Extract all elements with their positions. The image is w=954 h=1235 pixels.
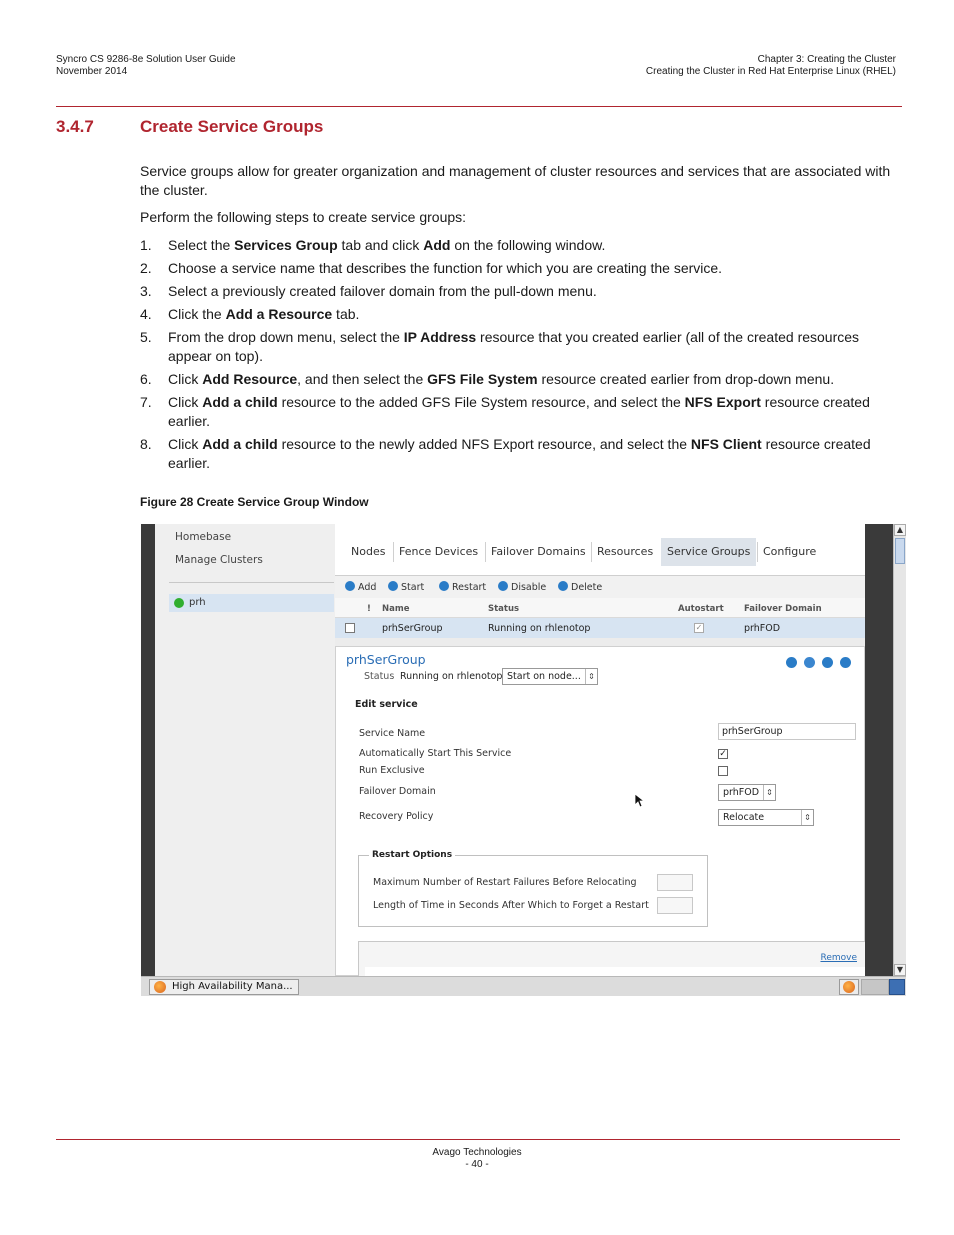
restart-icon <box>439 581 449 591</box>
recovery-policy-select[interactable] <box>718 809 814 826</box>
table-row[interactable] <box>335 618 865 638</box>
step-number: 4. <box>140 306 152 322</box>
col-name[interactable]: Name <box>382 604 410 614</box>
step-text: Click <box>168 436 203 452</box>
header-rule <box>56 106 902 107</box>
start-icon <box>388 581 398 591</box>
step-7 <box>140 393 900 431</box>
disable-icon <box>498 581 508 591</box>
taskbar-window-button[interactable] <box>149 979 299 995</box>
scroll-up-icon[interactable]: ▲ <box>894 524 906 536</box>
auto-start-label: Automatically Start This Service <box>359 748 512 759</box>
step-text: Select a previously created failover domain from the pull-down menu. <box>168 283 597 299</box>
failover-domain-select[interactable] <box>718 784 776 801</box>
step-text: Click <box>168 394 203 410</box>
add-icon <box>345 581 355 591</box>
page-number: - 40 - <box>465 1159 489 1170</box>
disable-button[interactable] <box>498 581 546 593</box>
status-online-icon <box>174 598 184 608</box>
child-resource-box <box>358 941 866 981</box>
header-right <box>646 54 896 78</box>
right-frame-bar <box>865 524 893 976</box>
scroll-down-icon[interactable]: ▼ <box>894 964 906 976</box>
sidebar-divider <box>169 582 334 583</box>
restart-options-legend: Restart Options <box>369 850 455 860</box>
service-panel <box>335 646 865 976</box>
step-6 <box>140 370 900 389</box>
stop-service-icon[interactable] <box>822 657 833 668</box>
toolbar <box>335 576 865 598</box>
sidebar <box>155 524 335 976</box>
step-bold: Add <box>423 237 451 253</box>
section-number: 3.4.7 <box>56 117 94 136</box>
footer-company: Avago Technologies <box>432 1147 522 1158</box>
step-bold: Add a Resource <box>225 306 333 322</box>
restart-service-icon[interactable] <box>804 657 815 668</box>
row-status: Running on rhlenotop <box>488 623 591 634</box>
start-on-node-select[interactable] <box>502 668 598 685</box>
sidebar-manage-clusters[interactable]: Manage Clusters <box>175 554 263 566</box>
select-arrow-icon: ⇕ <box>763 785 775 800</box>
col-failover-domain[interactable]: Failover Domain <box>744 604 822 614</box>
step-3 <box>140 282 900 301</box>
delete-icon <box>558 581 568 591</box>
taskbar <box>141 976 906 996</box>
step-text: , and then select the <box>297 371 428 387</box>
vertical-scrollbar[interactable] <box>893 524 906 976</box>
step-2 <box>140 259 900 278</box>
tab-resources[interactable]: Resources <box>591 538 659 566</box>
figure-screenshot <box>141 524 906 996</box>
intro-paragraph: Service groups allow for greater organization and management of cluster resources and services that are associated with the cluster. <box>140 163 891 198</box>
col-autostart[interactable]: Autostart <box>678 604 724 614</box>
footer-rule <box>56 1139 900 1140</box>
length-time-input[interactable] <box>657 897 693 914</box>
step-number: 5. <box>140 329 152 345</box>
max-restart-label: Maximum Number of Restart Failures Before Relocating <box>373 877 637 888</box>
auto-start-checkbox[interactable]: ✓ <box>719 749 727 759</box>
row-select-checkbox[interactable] <box>345 623 355 633</box>
step-number: 7. <box>140 394 152 410</box>
delete-button[interactable] <box>558 581 602 593</box>
status-label: Status <box>364 671 395 682</box>
tab-configure[interactable]: Configure <box>757 538 822 566</box>
service-name-label: Service Name <box>359 728 426 739</box>
step-text: on the following window. <box>450 237 606 253</box>
step-bold: NFS Export <box>684 394 761 410</box>
step-bold: GFS File System <box>427 371 538 387</box>
tab-fence-devices[interactable]: Fence Devices <box>393 538 484 566</box>
col-flag: ! <box>367 604 371 614</box>
chapter-title: Chapter 3: Creating the Cluster <box>757 54 896 65</box>
tab-bar <box>335 524 865 576</box>
row-name: prhSerGroup <box>382 623 443 634</box>
status-value: Running on rhlenotop <box>400 671 503 682</box>
main-content <box>335 524 865 976</box>
doc-title: Syncro CS 9286-8e Solution User Guide <box>56 54 236 65</box>
firefox-icon <box>154 981 166 993</box>
row-failover-domain: prhFOD <box>744 623 781 634</box>
tray-firefox-button[interactable] <box>839 979 859 995</box>
step-bold: Add a child <box>202 436 278 452</box>
step-text: Click <box>168 371 203 387</box>
remove-link[interactable]: Remove <box>820 953 857 963</box>
service-name-input[interactable]: prhSerGroup <box>718 723 856 740</box>
taskbar-window-label: High Availability Mana... <box>172 981 293 992</box>
header-left <box>56 54 236 78</box>
start-service-icon[interactable] <box>786 657 797 668</box>
delete-label: Delete <box>571 582 603 593</box>
step-bold: Services Group <box>234 237 338 253</box>
step-text: From the drop down menu, select the <box>168 329 404 345</box>
mouse-cursor-icon <box>634 793 646 809</box>
step-number: 6. <box>140 371 152 387</box>
step-4 <box>140 305 900 324</box>
step-number: 3. <box>140 283 152 299</box>
start-on-node-value: Start on node... <box>507 671 581 682</box>
step-text: resource to the added GFS File System resource, and select the <box>277 394 685 410</box>
sidebar-cluster-label: prh <box>189 597 206 608</box>
recovery-policy-value: Relocate <box>723 812 765 823</box>
add-label: Add <box>358 582 377 593</box>
step-text: tab. <box>332 306 360 322</box>
monitor-icon[interactable] <box>889 979 905 995</box>
run-exclusive-label: Run Exclusive <box>359 765 425 776</box>
failover-domain-value: prhFOD <box>723 787 760 798</box>
failover-domain-label: Failover Domain <box>359 786 436 797</box>
step-8 <box>140 435 900 473</box>
disable-label: Disable <box>511 582 547 593</box>
table-header <box>335 598 865 618</box>
chapter-subtitle: Creating the Cluster in Red Hat Enterprise Linux (RHEL) <box>645 66 896 77</box>
step-number: 1. <box>140 237 152 253</box>
step-text: resource created earlier. <box>168 436 871 471</box>
sidebar-homebase[interactable]: Homebase <box>175 531 232 543</box>
service-title: prhSerGroup <box>346 652 426 667</box>
start-button[interactable] <box>388 581 424 593</box>
step-1 <box>140 236 900 255</box>
step-text: resource created earlier. <box>168 394 870 429</box>
left-frame-bar <box>141 524 155 976</box>
doc-date: November 2014 <box>56 66 128 77</box>
step-text: Choose a service name that describes the function for which you are creating the service. <box>168 260 723 276</box>
step-text: resource created earlier from drop-down menu. <box>537 371 835 387</box>
row-autostart-checkbox: ✓ <box>695 623 703 632</box>
tab-nodes[interactable]: Nodes <box>351 545 386 558</box>
start-label: Start <box>401 582 425 593</box>
tray-workspace[interactable] <box>861 979 889 995</box>
step-bold: Add Resource <box>202 371 298 387</box>
firefox-icon <box>843 981 855 993</box>
scroll-thumb[interactable] <box>895 538 905 564</box>
step-text: tab and click <box>337 237 424 253</box>
restart-options-group <box>358 850 708 927</box>
step-text: Click the <box>168 306 226 322</box>
steps-list <box>140 236 900 477</box>
max-restart-input[interactable] <box>657 874 693 891</box>
run-exclusive-checkbox[interactable] <box>718 766 728 776</box>
step-number: 2. <box>140 260 152 276</box>
step-number: 8. <box>140 436 152 452</box>
restart-label: Restart <box>452 582 487 593</box>
recovery-policy-label: Recovery Policy <box>359 811 434 822</box>
section-title: Create Service Groups <box>140 117 324 136</box>
col-status[interactable]: Status <box>488 604 520 614</box>
add-button[interactable] <box>345 581 376 593</box>
sidebar-item-cluster[interactable] <box>169 594 334 612</box>
step-bold: IP Address <box>403 329 477 345</box>
select-arrow-icon: ⇕ <box>585 669 597 684</box>
edit-service-heading: Edit service <box>355 699 418 710</box>
step-text: resource that you created earlier (all of the created resources appear on top). <box>168 329 860 364</box>
step-5 <box>140 328 900 366</box>
lead-paragraph: Perform the following steps to create service groups: <box>140 209 467 225</box>
step-text: Select the <box>168 237 235 253</box>
select-arrow-icon: ⇕ <box>801 810 813 825</box>
step-bold: NFS Client <box>690 436 762 452</box>
length-time-label: Length of Time in Seconds After Which to Forget a Restart <box>373 900 649 911</box>
step-text: resource to the newly added NFS Export resource, and select the <box>277 436 691 452</box>
step-bold: Add a child <box>202 394 278 410</box>
delete-service-icon[interactable] <box>840 657 851 668</box>
figure-caption: Figure 28 Create Service Group Window <box>140 495 369 509</box>
restart-button[interactable] <box>439 581 486 593</box>
tab-failover-domains[interactable]: Failover Domains <box>485 538 592 566</box>
tab-service-groups[interactable]: Service Groups <box>661 538 756 566</box>
